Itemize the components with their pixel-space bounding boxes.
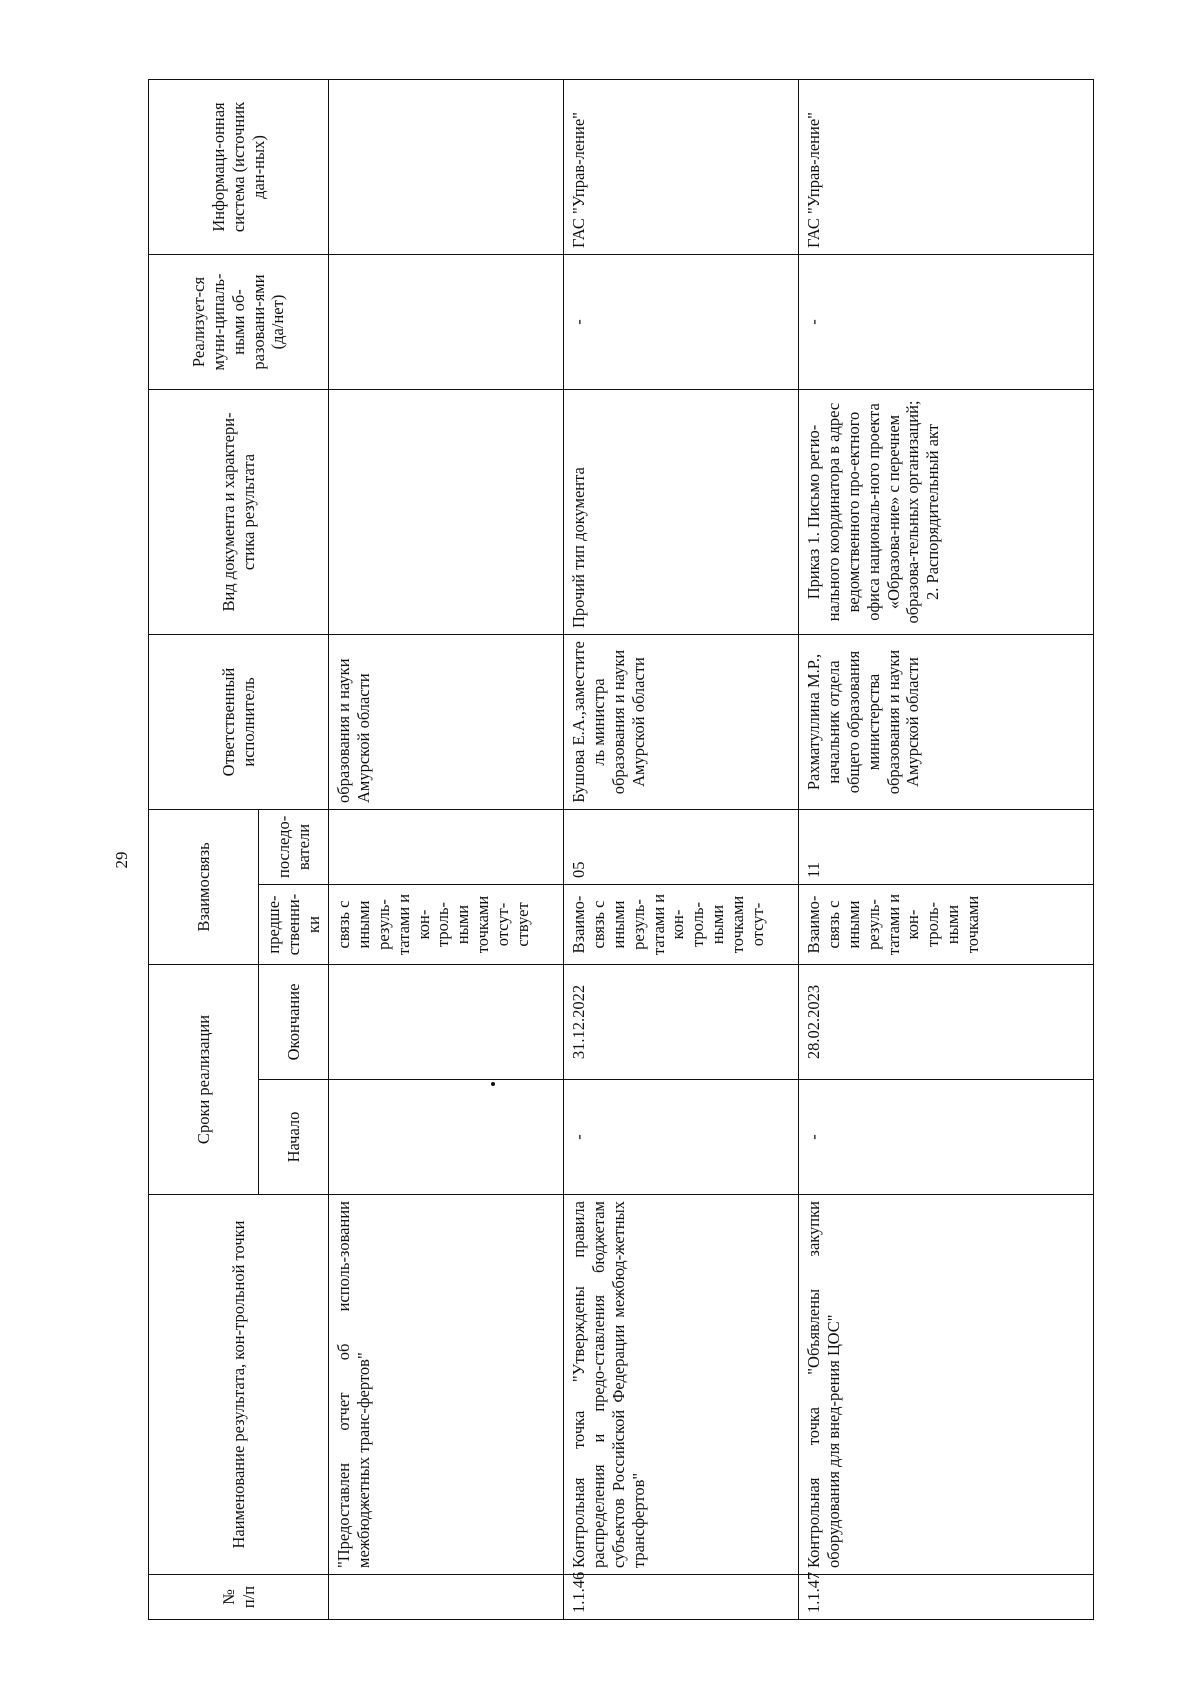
- row-info-system: ГАС "Управ-ление": [799, 80, 1094, 255]
- row-responsible: Рахматуллина М.Р., начальник отдела общего образования министерства образования и науки Амурской области: [799, 635, 1094, 810]
- row-info-system: [329, 80, 564, 255]
- row-num: 1.1.47: [799, 1575, 1094, 1620]
- row-predecessors: Взаимо-связь с иными резуль-татами и кон-троль-ными точками: [799, 885, 1094, 965]
- row-name: Контрольная точка "Утверждены правила распределения и предо-ставления бюджетам субъектов Российской Федерации межбюд-жетных трансфертов": [564, 1195, 799, 1575]
- header-name: Наименование результата, кон-трольной точки: [149, 1195, 329, 1575]
- row-successors: 05: [564, 810, 799, 885]
- row-municipal: -: [564, 255, 799, 390]
- table-row: [329, 80, 564, 1620]
- table-row: [799, 80, 1094, 1620]
- row-document: Прочий тип документа: [564, 390, 799, 635]
- row-start: -: [799, 1080, 1094, 1195]
- row-num: [329, 1575, 564, 1620]
- row-info-system: ГАС "Управ-ление": [564, 80, 799, 255]
- row-predecessors: связь с иными резуль-татами и кон-троль-ными точками отсут-ствует: [329, 885, 564, 965]
- row-successors: [329, 810, 564, 885]
- header-municipal: Реализует-ся муни-ципаль-ными об-разовани-ями (да/нет): [149, 255, 329, 390]
- header-responsible: Ответственный исполнитель: [149, 635, 329, 810]
- header-relation: Взаимосвязь: [149, 810, 259, 965]
- row-end: 31.12.2022: [564, 965, 799, 1080]
- row-start: -: [564, 1080, 799, 1195]
- row-start: [329, 1080, 564, 1195]
- row-responsible: Бушова Е.А.,заместите ль министра образования и науки Амурской области: [564, 635, 799, 810]
- row-name: "Предоставлен отчет об исполь-зовании межбюджетных транс-фертов": [329, 1195, 564, 1575]
- header-row-1: [149, 80, 259, 1620]
- rotated-table-container: [148, 80, 1083, 1620]
- page-number: 29: [112, 851, 131, 869]
- header-document: Вид документа и характери-стика результата: [149, 390, 329, 635]
- row-predecessors: Взаимо-связь с иными резуль-татами и кон-троль-ными точками отсут-: [564, 885, 799, 965]
- row-end: [329, 965, 564, 1080]
- row-successors: 11: [799, 810, 1094, 885]
- row-name: Контрольная точка "Объявлены закупки оборудования для внед-рения ЦОС": [799, 1195, 1094, 1575]
- table-row: [564, 80, 799, 1620]
- header-end: Окончание: [259, 965, 329, 1080]
- header-predecessors: предше-ственни-ки: [259, 885, 329, 965]
- header-start: Начало: [259, 1080, 329, 1195]
- row-document: [329, 390, 564, 635]
- row-municipal: [329, 255, 564, 390]
- header-num: № п/п: [149, 1575, 329, 1620]
- row-municipal: -: [799, 255, 1094, 390]
- header-info-system: Информаци-онная система (источник дан-ных): [149, 80, 329, 255]
- header-terms: Сроки реализации: [149, 965, 259, 1195]
- results-table: [148, 79, 1094, 1620]
- row-document: Приказ 1. Письмо регио-нального координатора в адрес ведомственного про-ектного офиса националь-ного проекта «Образова-ние» с перечнем образова-тельных организаций; 2. Распорядительный акт: [799, 390, 1094, 635]
- row-end: 28.02.2023: [799, 965, 1094, 1080]
- header-successors: последо-ватели: [259, 810, 329, 885]
- row-num: 1.1.46: [564, 1575, 799, 1620]
- row-responsible: образования и науки Амурской области: [329, 635, 564, 810]
